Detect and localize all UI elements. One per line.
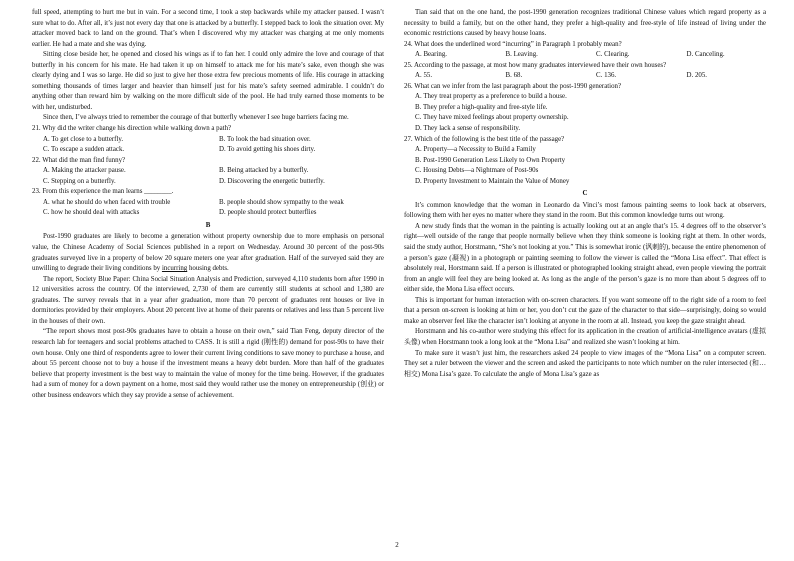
option-25-b: B. 68. [505,72,523,80]
right-column [404,8,766,380]
section-c-heading: C [582,190,588,198]
option-26-a: A. They treat property as a preference to build a house. [415,93,567,101]
passage-c-paragraph-5: To make sure it wasn’t just him, the researchers asked 24 people to view images of the “Mona Lisa” on a computer screen. They set a ruler between the viewer and the screen and asked the participants to note which number on the ruler intersected (和…相交) Mona Lisa’s gaze. To calculate the angle of Mona Lisa’s gaze as [404,349,766,378]
question-26: 26. What can we infer from the last paragraph about the post-1990 generation? [404,82,622,90]
option-27-a: A. Property—a Necessity to Build a Family [415,146,536,154]
option-21-a: A. To get close to a butterfly. [43,135,124,143]
question-27: 27. Which of the following is the best title of the passage? [404,135,565,143]
option-26-d: D. They lack a sense of responsibility. [415,125,521,133]
question-23-options [32,198,384,219]
option-27-b: B. Post-1990 Generation Less Likely to Own Property [415,156,566,164]
passage-c-paragraph-4: Horstmann and his co-author were studying this effect for its application in the creation of artificial-intelligence avatars (虚拟头像) when Horstmann took a long look at the “Mona Lisa” and realized she wasn’t looking at him. [404,328,766,346]
question-24: 24. What does the underlined word “incurring” in Paragraph 1 probably mean? [404,40,622,48]
option-26-b: B. They prefer a high-quality and free-style life. [415,103,548,111]
underlined-word-incurring: incurring [161,265,188,273]
question-25: 25. According to the passage, at most how many graduates interviewed have their own houses? [404,61,667,69]
option-25-c: C. 136. [596,72,617,80]
passage-c-paragraph-3: This is important for human interaction with on-screen characters. If you want someone off to the right side of a room to feel that a person on-screen is looking at him or her, you don’t cut the gaze of the character to that side—surprisingly, doing so would make an observer feel like the character isn’t looking at anyone in the room at all. Instead, you keep the gaze straight ahead. [404,296,766,325]
option-23-c: C. how he should deal with attacks [43,209,140,217]
page-number: 2 [395,541,399,549]
option-22-d: D. Discovering the energetic butterfly. [219,177,325,185]
option-26-c: C. They have mixed feelings about property ownership. [415,114,569,122]
passage-b-paragraph-1 [32,232,384,274]
option-22-b: B. Being attacked by a butterfly. [219,167,309,175]
passage-c-paragraph-2: A new study finds that the woman in the painting is actually looking out at an angle that’s 15. 4 degrees off to the observer’s right—well outside of the range that people normally believe when they think someone is looking right at them. In other words, said the study author, Horstmann, “She’s not looking at you.” This is somewhat ironic (讽刺的), because the entire phenomenon of a person’s gaze (凝视) in a photograph or painting seeming to follow the viewer is called the “Mona Lisa effect”. That effect is absolutely real, Horstmann said. If a person is illustrated or photographed looking straight ahead, even people viewing the portrait from an angle will feel they are being looked at. As long as the angle of the person’s gaze is no more than about 5 degrees off to either side, the Mona Lisa effect occurs. [404,222,766,294]
left-column [32,8,384,401]
option-24-a: A. Bearing. [415,51,447,59]
question-23: 23. From this experience the man learns ________. [32,188,174,196]
option-22-c: C. Stepping on a butterfly. [43,177,116,185]
question-21-options [32,135,384,156]
option-21-d: D. To avoid getting his shoes dirty. [219,146,316,154]
question-27-options [404,145,766,187]
passage-b-paragraph-4: Tian said that on the one hand, the post-1990 generation recognizes traditional Chinese values which regard property as a necessity to build a family, but on the other hand, they prefer a high-quality and free-style of life instead of living under the economic restrictions caused by heavy house loans. [404,9,766,38]
passage-a-paragraph-3: Since then, I’ve always tried to remember the courage of that butterfly whenever I see huge barriers facing me. [43,114,349,122]
passage-b-paragraph-3: “The report shows most post-90s graduates have to obtain a house on their own,” said Tian Feng, deputy director of the research lab for teenagers and social problems attached to CASS. It is still a rigid (刚性的) demand for post-90s to have their own house. Only one third of respondents agree to lower their current living conditions to save money to purchase a house, and about 55 percent choose not to buy a house if the investment means a heavy debt burden. More than half of the graduates believe that property investment is the best way to maintain the value of money for the time being. However, if the graduates had a sum of money for a down payment on a home, most said they would rather use the money on entrepreneurship (创业) or other business endeavors which they say provide a sense of achievement. [32,328,384,399]
option-25-a: A. 55. [415,72,433,80]
option-25-d: D. 205. [686,72,708,80]
option-22-a: A. Making the attacker pause. [43,167,126,175]
passage-b-p1-text-start: Post-1990 graduates are likely to become a generation without property ownership due to more emphasis on personal value, the Chinese Academy of Social Sciences published in a report on Wednesday. Around 30 percent of the post-90s graduates surveyed live in a property of below 20 square meters one year after graduation. Half of the surveyed said they are unwilling to degrade their living conditions by [32,233,384,273]
option-24-b: B. Leaving. [505,51,538,59]
question-22: 22. What did the man find funny? [32,156,126,164]
section-b-heading: B [205,221,211,229]
option-23-d: D. people should protect butterflies [219,209,317,217]
passage-b-p1-text-end: housing debts. [187,265,229,273]
option-24-d: D. Canceling. [686,51,725,59]
option-24-c: C. Clearing. [596,51,630,59]
question-26-options [404,92,766,134]
option-23-a: A. what he should do when faced with trouble [43,198,171,206]
question-24-options [404,50,766,61]
option-21-c: C. To escape a sudden attack. [43,146,125,154]
option-21-b: B. To look the bad situation over. [219,135,311,143]
question-22-options [32,166,384,187]
option-27-c: C. Housing Debts—a Nightmare of Post-90s [415,167,539,175]
passage-c-paragraph-1: It’s common knowledge that the woman in Leonardo da Vinci’s most famous painting seems to look back at observers, following them with her eyes no matter where they stand in the room. But this common knowledge turns out wrong. [404,201,766,220]
option-23-b: B. people should show sympathy to the weak [219,198,344,206]
passage-a-paragraph-2: Sitting close beside her, he opened and closed his wings as if to fan her. I could only admire the love and courage of that butterfly in his concern for his mate. He had taken it up on himself to attack me for his mate’s sake, even though she was clearly dying and I was so large. He did so just to give her those extra few precious moments of life. His courage in attacking something thousands of times larger and heavier than himself just for his mate’s safety seemed admirable. I couldn’t do anything other than reward him by walking on the more difficult side of the pool. He had truly earned those moments to be with her, undisturbed. [32,51,384,111]
question-25-options [404,71,766,82]
passage-a-paragraph-1: full speed, attempting to hurt me but in vain. For a second time, I took a step backwards while my attacker paused. I wasn’t sure what to do. After all, it’s just not every day that one is attacked by a butterfly. I stepped back to look the situation over. My attacker moved back to land on the ground. That’s when I discovered why my attacker was charging at me only moments earlier. He had a mate and she was dying. [32,9,384,48]
question-21: 21. Why did the writer change his direction while walking down a path? [32,125,232,133]
option-27-d: D. Property Investment to Maintain the Value of Money [415,177,570,185]
passage-b-paragraph-2: The report, Society Blue Paper: China Social Situation Analysis and Prediction, surveyed 4,110 students born after 1990 in 12 universities across the country. Of the interviewed, 2,730 of them are currently still students at school and 1,380 are graduates. The survey reveals that in a year after graduation, more than 70 percent of graduates rent houses or live in dormitories provided by their employers. About 20 percent live at home of their parents or relatives and less than 5 percent live in the houses of their own. [32,275,384,325]
